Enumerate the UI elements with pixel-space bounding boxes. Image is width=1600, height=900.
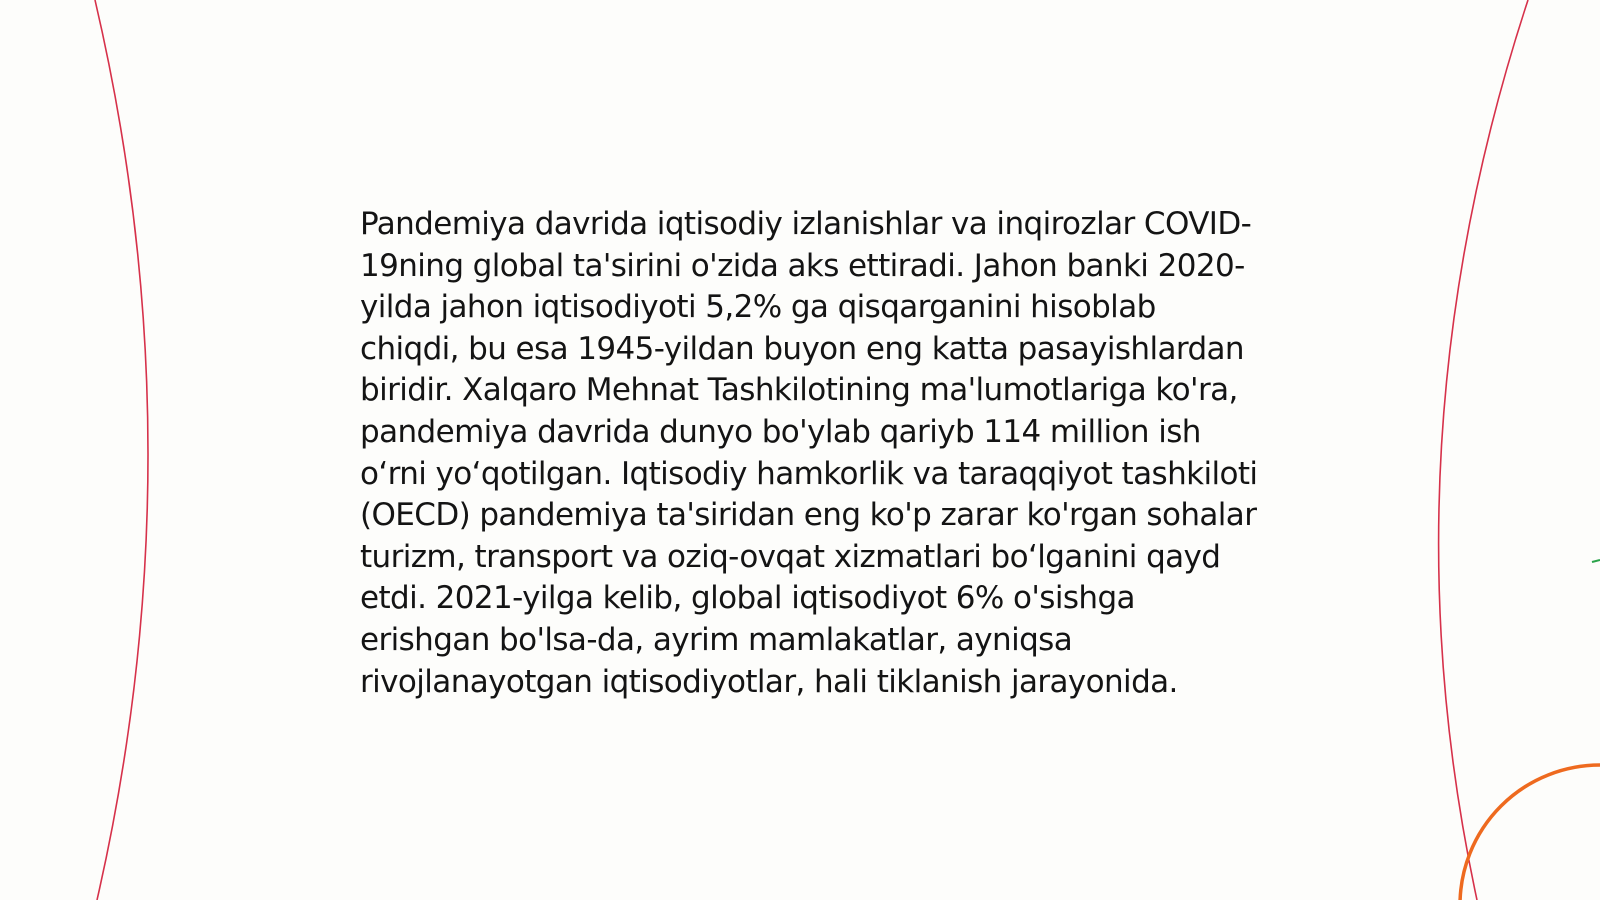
orange-ring <box>1460 765 1600 900</box>
right-arc-line <box>1439 0 1528 900</box>
body-paragraph: Pandemiya davrida iqtisodiy izlanishlar va inqirozlar COVID-19ning global ta'sirini o'zida aks ettiradi. Jahon banki 2020-yilda jahon iqtisodiyoti 5,2% ga qisqarganini hisoblab chiqdi, bu esa 1945-yildan buyon eng katta pasayishlardan biridir. Xalqaro Mehnat Tashkilotining ma'lumotlariga ko'ra, pandemiya davrida dunyo bo'ylab qariyb 114 million ish o‘rni yo‘qotilgan. Iqtisodiy hamkorlik va taraqqiyot tashkiloti (OECD) pandemiya ta'siridan eng ko'p zarar ko'rgan sohalar turizm, transport va oziq-ovqat xizmatlari bo‘lganini qayd etdi. 2021-yilga kelib, global iqtisodiyot 6% o'sishga erishgan bo'lsa-da, ayrim mamlakatlar, ayniqsa rivojlanayotgan iqtisodiyotlar, hali tiklanish jarayonida. <box>360 206 1258 700</box>
green-accent-tick <box>1592 560 1600 562</box>
left-arc-line <box>95 0 148 900</box>
